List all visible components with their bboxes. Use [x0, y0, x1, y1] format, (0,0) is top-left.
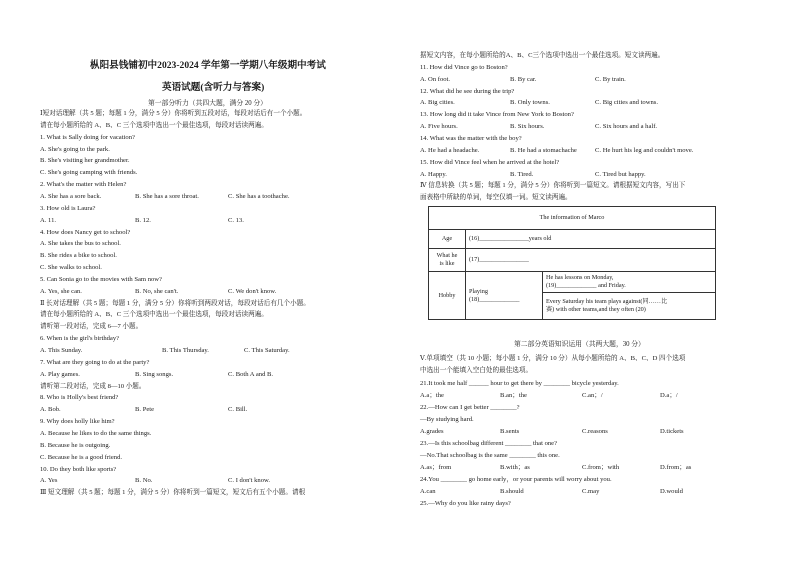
question-line: —No.That schoolbag is the same ________ this one. — [420, 452, 560, 459]
option-text: A. Big cities. — [420, 99, 455, 107]
option-text: A. Yes — [40, 477, 58, 485]
option-text: C. I don't know. — [228, 477, 270, 485]
question-line: Ⅰ短对话理解（共 5 题；每题 1 分，满分 5 分）你将听到五段对话，每段对话后有一个小题。 — [40, 110, 307, 117]
intro-line: 中选出一个能填入空白处的最佳选项。 — [420, 367, 533, 374]
question-line: 请听第一段对话，完成 6—7 小题。 — [40, 323, 143, 331]
option-text: B. This Thursday. — [162, 347, 209, 354]
option-text: A. Five hours. — [420, 123, 458, 131]
question-line: A. She's going to the park. — [40, 145, 110, 153]
question-line: 8. Who is Holly's best friend? — [40, 394, 119, 402]
question-line: 22.—How can I get better ________? — [420, 404, 520, 411]
option-text: A. This Sunday. — [40, 347, 83, 354]
option-text: B. She has a sore throat. — [135, 192, 199, 200]
question-line: 21.It took me half ______ hour to get there by ________ bicycle yesterday. — [420, 380, 619, 387]
part2-heading: 第二部分英语知识运用（共两大题，30 分） — [514, 341, 645, 348]
option-text: A. Bob. — [40, 406, 61, 414]
like-value: (17)________________ — [469, 256, 529, 263]
option-text: B. Six hours. — [510, 123, 545, 131]
option-text: C. Big cities and towns. — [595, 99, 659, 107]
question-line: 24.You ________ go home early，or your parents will worry about you. — [420, 476, 612, 483]
option-text: C. Six hours and a half. — [595, 123, 658, 131]
option-text: C. Tired but happy. — [595, 170, 646, 178]
option-text: C. By train. — [595, 75, 626, 83]
option-text: B.should — [500, 488, 524, 495]
question-line: 7. What are they going to do at the party? — [40, 358, 150, 366]
option-text: D.tickets — [660, 428, 684, 435]
question-line: 5. Can Sonia go to the movies with Sam now? — [40, 275, 162, 283]
option-text: B. He had a stomachache — [510, 146, 577, 154]
option-text: C.an；/ — [582, 392, 603, 399]
option-text: C. Both A and B. — [228, 370, 274, 378]
question-line: —By studying hard. — [420, 416, 474, 423]
option-text: C. This Saturday. — [244, 347, 290, 354]
question-line: Ⅱ 长对话理解（共 5 题；每题 1 分，满分 5 分）你将听到两段对话，每段对话后有几个小题。 — [40, 299, 310, 307]
option-text: B.with；as — [500, 464, 530, 471]
question-line: 25.—Why do you like rainy days? — [420, 500, 511, 507]
question-line: A. Because he likes to do the same things. — [40, 429, 152, 437]
option-text: C.may — [582, 488, 600, 495]
age-label: Age — [441, 235, 453, 242]
question-line: 23.—Is this schoolbag different ________ that one? — [420, 440, 558, 447]
part1-heading: 第一部分听力（共四大题，满分 20 分） — [148, 100, 267, 107]
lessons-blank: (19)_____________ and Friday. — [546, 282, 626, 289]
option-text: B. Sing songs. — [135, 370, 174, 378]
option-text: D.would — [660, 488, 683, 495]
question-line: 14. What was the matter with the boy? — [420, 134, 522, 142]
saturday-cell — [543, 293, 716, 320]
option-text: B. No. — [135, 477, 153, 485]
question-line: C. She walks to school. — [40, 264, 102, 272]
table-title: The information of Marco — [539, 214, 605, 221]
question-line: C. She's going camping with friends. — [40, 169, 138, 177]
option-text: C. 13. — [228, 216, 244, 224]
option-text: A. Play games. — [40, 370, 80, 378]
option-text: A. 11. — [40, 216, 57, 224]
option-text: A. She has a sore back. — [40, 192, 102, 200]
like-value-cell — [466, 249, 716, 272]
option-text: B. Only towns. — [510, 99, 550, 107]
option-text: B. Pete — [135, 406, 155, 414]
question-line: B. She's visiting her grandmother. — [40, 157, 130, 165]
table-title-cell — [429, 207, 716, 230]
question-line: 据短文内容，在每小题所给的A、B、C三个选项中选出一个最佳选项。短文读两遍。 — [420, 52, 665, 59]
option-text: A. Happy. — [420, 170, 447, 178]
age-label-cell — [429, 230, 466, 249]
information-table — [428, 206, 716, 320]
saturday-text: Every Saturday his team plays against(同……比 — [546, 298, 668, 305]
question-line: 3. How old is Laura? — [40, 204, 96, 212]
option-text: C.from；with — [582, 464, 620, 471]
option-text: B. 12. — [135, 216, 151, 224]
option-text: A.grades — [420, 428, 444, 435]
question-line: 6. When is the girl's birthday? — [40, 335, 120, 343]
option-text: D.from；as — [660, 464, 692, 471]
question-line: Ⅳ 信息转换（共 5 题；每题 1 分，满分 5 分）你将听到一篇短文。请根据短文内容，写出下 — [420, 182, 686, 190]
option-text: A. On foot. — [420, 75, 451, 83]
question-line: 4. How does Nancy get to school? — [40, 228, 131, 236]
option-text: B.sents — [500, 428, 520, 435]
playing-cell — [466, 272, 543, 320]
question-line: 请听第二段对话，完成 8—10 小题。 — [40, 382, 146, 390]
option-text: B. Tired. — [510, 170, 534, 178]
option-text: C. Bill. — [228, 406, 248, 414]
option-text: B.an；the — [500, 392, 527, 399]
lessons-cell — [543, 272, 716, 293]
option-text: D.a；/ — [660, 392, 678, 399]
question-line: 15. How did Vince feel when he arrived at the hotel? — [420, 158, 560, 166]
option-text: B. No, she can't. — [135, 287, 179, 295]
option-text: B. By car. — [510, 75, 537, 83]
option-text: A. Yes, she can. — [40, 287, 82, 295]
question-line: Ⅲ 短文理解（共 5 题；每题 1 分，满分 5 分）你将听到一篇短文，短文后有五个小题。请根 — [40, 489, 306, 497]
question-line: 2. What's the matter with Helen? — [40, 181, 127, 189]
exam-subtitle: 英语试题(含听力与答案) — [162, 82, 265, 93]
question-line: 11. How did Vince go to Boston? — [420, 63, 508, 71]
lessons-text: He has lessons on Monday, — [546, 274, 614, 281]
question-line: B. She rides a bike to school. — [40, 252, 117, 260]
option-text: C. He hurt his leg and couldn't move. — [595, 146, 694, 154]
option-text: A.can — [420, 488, 436, 495]
question-line: C. Because he is a good friend. — [40, 453, 123, 461]
option-text: C. She has a toothache. — [228, 192, 290, 200]
option-text: C.reasons — [582, 428, 608, 435]
question-line: B. Because he is outgoing. — [40, 441, 111, 449]
saturday-text: 赛) with other teams,and they often (20) — [546, 306, 646, 313]
option-text: A.as；from — [420, 464, 452, 471]
option-text: A. He had a headache. — [420, 146, 480, 154]
intro-line: Ⅴ.单项填空（共 10 小题；每小题 1 分，满分 10 分）从每小题所给的 A、B、C、D 四个选项 — [420, 355, 686, 362]
playing-blank: (18)_____________ — [469, 295, 520, 303]
question-line: 请在每小题所给的 A、B、C 三个选项中选出一个最佳选项，每段对话读两遍。 — [40, 311, 268, 319]
question-line: 1. What is Sally doing for vacation? — [40, 133, 135, 141]
hobby-label: Hobby — [438, 291, 456, 299]
playing-text: Playing — [469, 287, 488, 295]
question-line: 13. How long did it take Vince from New York to Boston? — [420, 111, 574, 119]
age-value: (16)________________years old — [469, 235, 552, 242]
like-label: What he — [436, 252, 458, 259]
option-text: A.a；the — [420, 392, 444, 399]
option-text: C. We don't know. — [228, 287, 277, 295]
hobby-label-cell — [429, 272, 466, 320]
question-line: 10. Do they both like sports? — [40, 465, 117, 473]
age-value-cell — [466, 230, 716, 249]
like-label-cell — [429, 249, 466, 272]
question-line: 9. Why does holly like him? — [40, 418, 115, 426]
exam-title: 枞阳县钱铺初中2023-2024 学年第一学期八年级期中考试 — [90, 60, 326, 71]
question-line: 12. What did he see during the trip? — [420, 87, 515, 95]
question-line: 面表格中所缺的单词，每空仅填一词。短文读两遍。 — [420, 194, 572, 202]
like-label: is like — [439, 260, 455, 267]
question-line: A. She takes the bus to school. — [40, 240, 121, 248]
question-line: 请在每小题所给的 A、B、C 三个选项中选出一个最佳选项，每段对话读两遍。 — [40, 121, 268, 129]
